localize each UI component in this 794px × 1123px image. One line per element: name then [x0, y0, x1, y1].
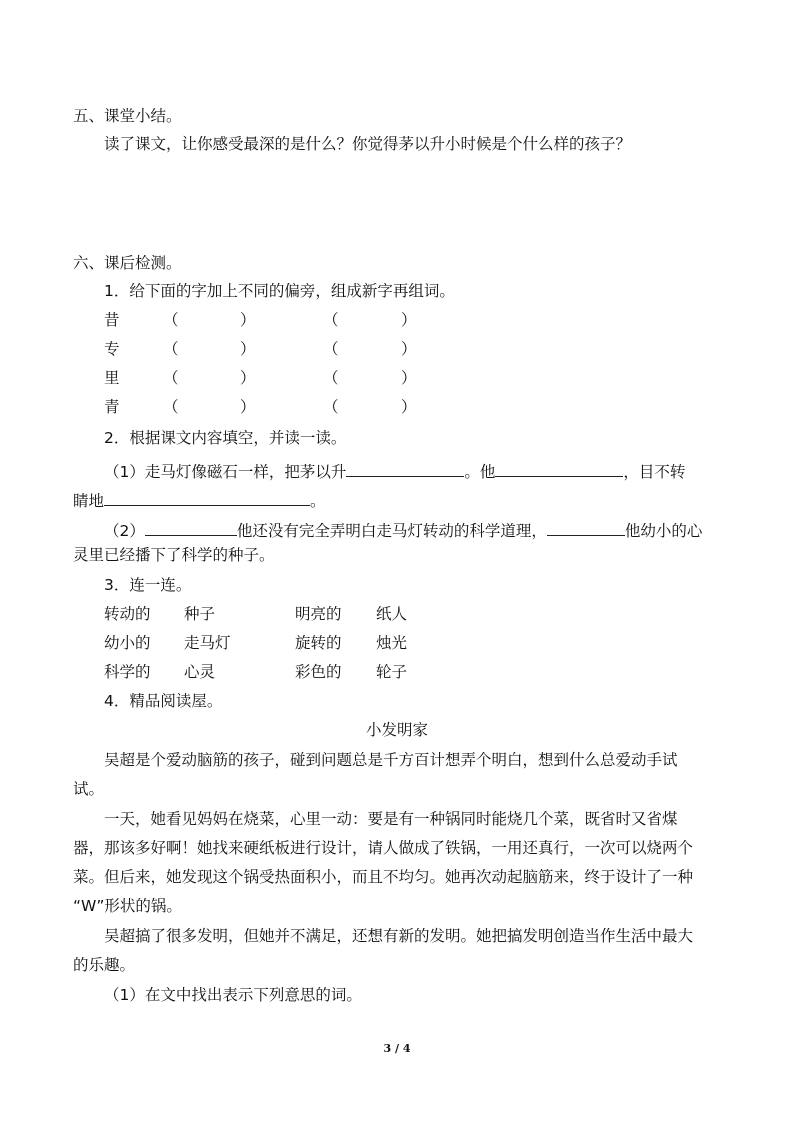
q2-text: ，目不转	[623, 463, 686, 481]
q2-prompt: 2．根据课文内容填空，并读一读。	[104, 429, 347, 447]
q3-word[interactable]: 旋转的	[295, 634, 342, 652]
q3-word[interactable]: 明亮的	[295, 605, 342, 623]
reading-line: 试。	[73, 780, 105, 798]
q3-word[interactable]: 心灵	[184, 663, 216, 681]
reading-line: 的乐趣。	[73, 956, 136, 974]
fill-blank[interactable]	[104, 490, 310, 506]
q2-item1-line2	[73, 490, 326, 510]
paren-close: ）	[401, 311, 417, 329]
reading-line: 器，那该多好啊！她找来硬纸板进行设计，请人做成了铁锅，一用还真行，一次可以烧两个	[73, 839, 694, 857]
reading-line: 吴超搞了很多发明，但她并不满足，还想有新的发明。她把搞发明创造当作生活中最大	[104, 927, 694, 945]
q3-word[interactable]: 轮子	[376, 663, 408, 681]
section6-heading: 六、课后检测。	[73, 254, 182, 272]
q3-word[interactable]: 烛光	[376, 634, 408, 652]
q3-prompt: 3．连一连。	[104, 576, 192, 594]
page-number: 3 / 4	[383, 1042, 411, 1055]
section5-heading: 五、课堂小结。	[73, 107, 182, 125]
q2-item2-line2: 灵里已经播下了科学的种子。	[73, 546, 275, 564]
fill-blank[interactable]	[346, 461, 464, 477]
q1-char: 专	[104, 340, 120, 358]
reading-line: 菜。但后来，她发现这个锅受热面积小，而且不均匀。她再次动起脑筋来，终于设计了一种	[73, 868, 694, 886]
q1-char: 里	[104, 369, 120, 387]
q3-word[interactable]: 彩色的	[295, 663, 342, 681]
section5-question: 读了课文，让你感受最深的是什么？你觉得茅以升小时候是个什么样的孩子？	[104, 135, 632, 153]
q2-item1-line1	[104, 461, 685, 481]
paren-open: （	[163, 398, 179, 416]
q3-word[interactable]: 纸人	[376, 605, 408, 623]
paren-open: （	[163, 369, 179, 387]
paren-close: ）	[401, 398, 417, 416]
paren-close: ）	[401, 369, 417, 387]
fill-blank[interactable]	[547, 520, 625, 536]
q2-text: 。	[310, 492, 326, 510]
q3-word[interactable]: 走马灯	[184, 634, 231, 652]
q2-text: 。他	[464, 463, 496, 481]
q2-item2-line1	[104, 520, 702, 540]
q4-sub1: （1）在文中找出表示下列意思的词。	[104, 986, 362, 1004]
paren-open: （	[323, 398, 339, 416]
paren-close: ）	[401, 340, 417, 358]
q1-prompt: 1．给下面的字加上不同的偏旁，组成新字再组词。	[104, 282, 455, 300]
fill-blank[interactable]	[495, 461, 623, 477]
q2-text: （2）	[104, 522, 145, 540]
q2-text: （1）走马灯像磁石一样，把茅以升	[104, 463, 347, 481]
q3-word[interactable]: 科学的	[104, 663, 151, 681]
paren-close: ）	[240, 369, 256, 387]
reading-title: 小发明家	[365, 721, 428, 739]
q4-prompt: 4．精品阅读屋。	[104, 692, 223, 710]
q2-text: 他幼小的心	[624, 522, 703, 540]
q2-text: 睛地	[73, 492, 105, 510]
q3-word[interactable]: 转动的	[104, 605, 151, 623]
paren-open: （	[323, 311, 339, 329]
paren-open: （	[163, 340, 179, 358]
q2-text: 他还没有完全弄明白走马灯转动的科学道理，	[236, 522, 547, 540]
q3-word[interactable]: 幼小的	[104, 634, 151, 652]
fill-blank[interactable]	[145, 520, 237, 536]
q3-word[interactable]: 种子	[184, 605, 216, 623]
paren-close: ）	[240, 340, 256, 358]
paren-close: ）	[240, 398, 256, 416]
q1-char: 青	[104, 398, 120, 416]
paren-open: （	[323, 369, 339, 387]
reading-line: 吴超是个爱动脑筋的孩子，碰到问题总是千方百计想弄个明白，想到什么总爱动手试	[104, 751, 678, 769]
q1-char: 昔	[104, 311, 120, 329]
reading-line: “W”形状的锅。	[73, 897, 182, 915]
reading-line: 一天，她看见妈妈在烧菜，心里一动：要是有一种锅同时能烧几个菜，既省时又省煤	[104, 810, 678, 828]
paren-open: （	[163, 311, 179, 329]
paren-close: ）	[240, 311, 256, 329]
paren-open: （	[323, 340, 339, 358]
